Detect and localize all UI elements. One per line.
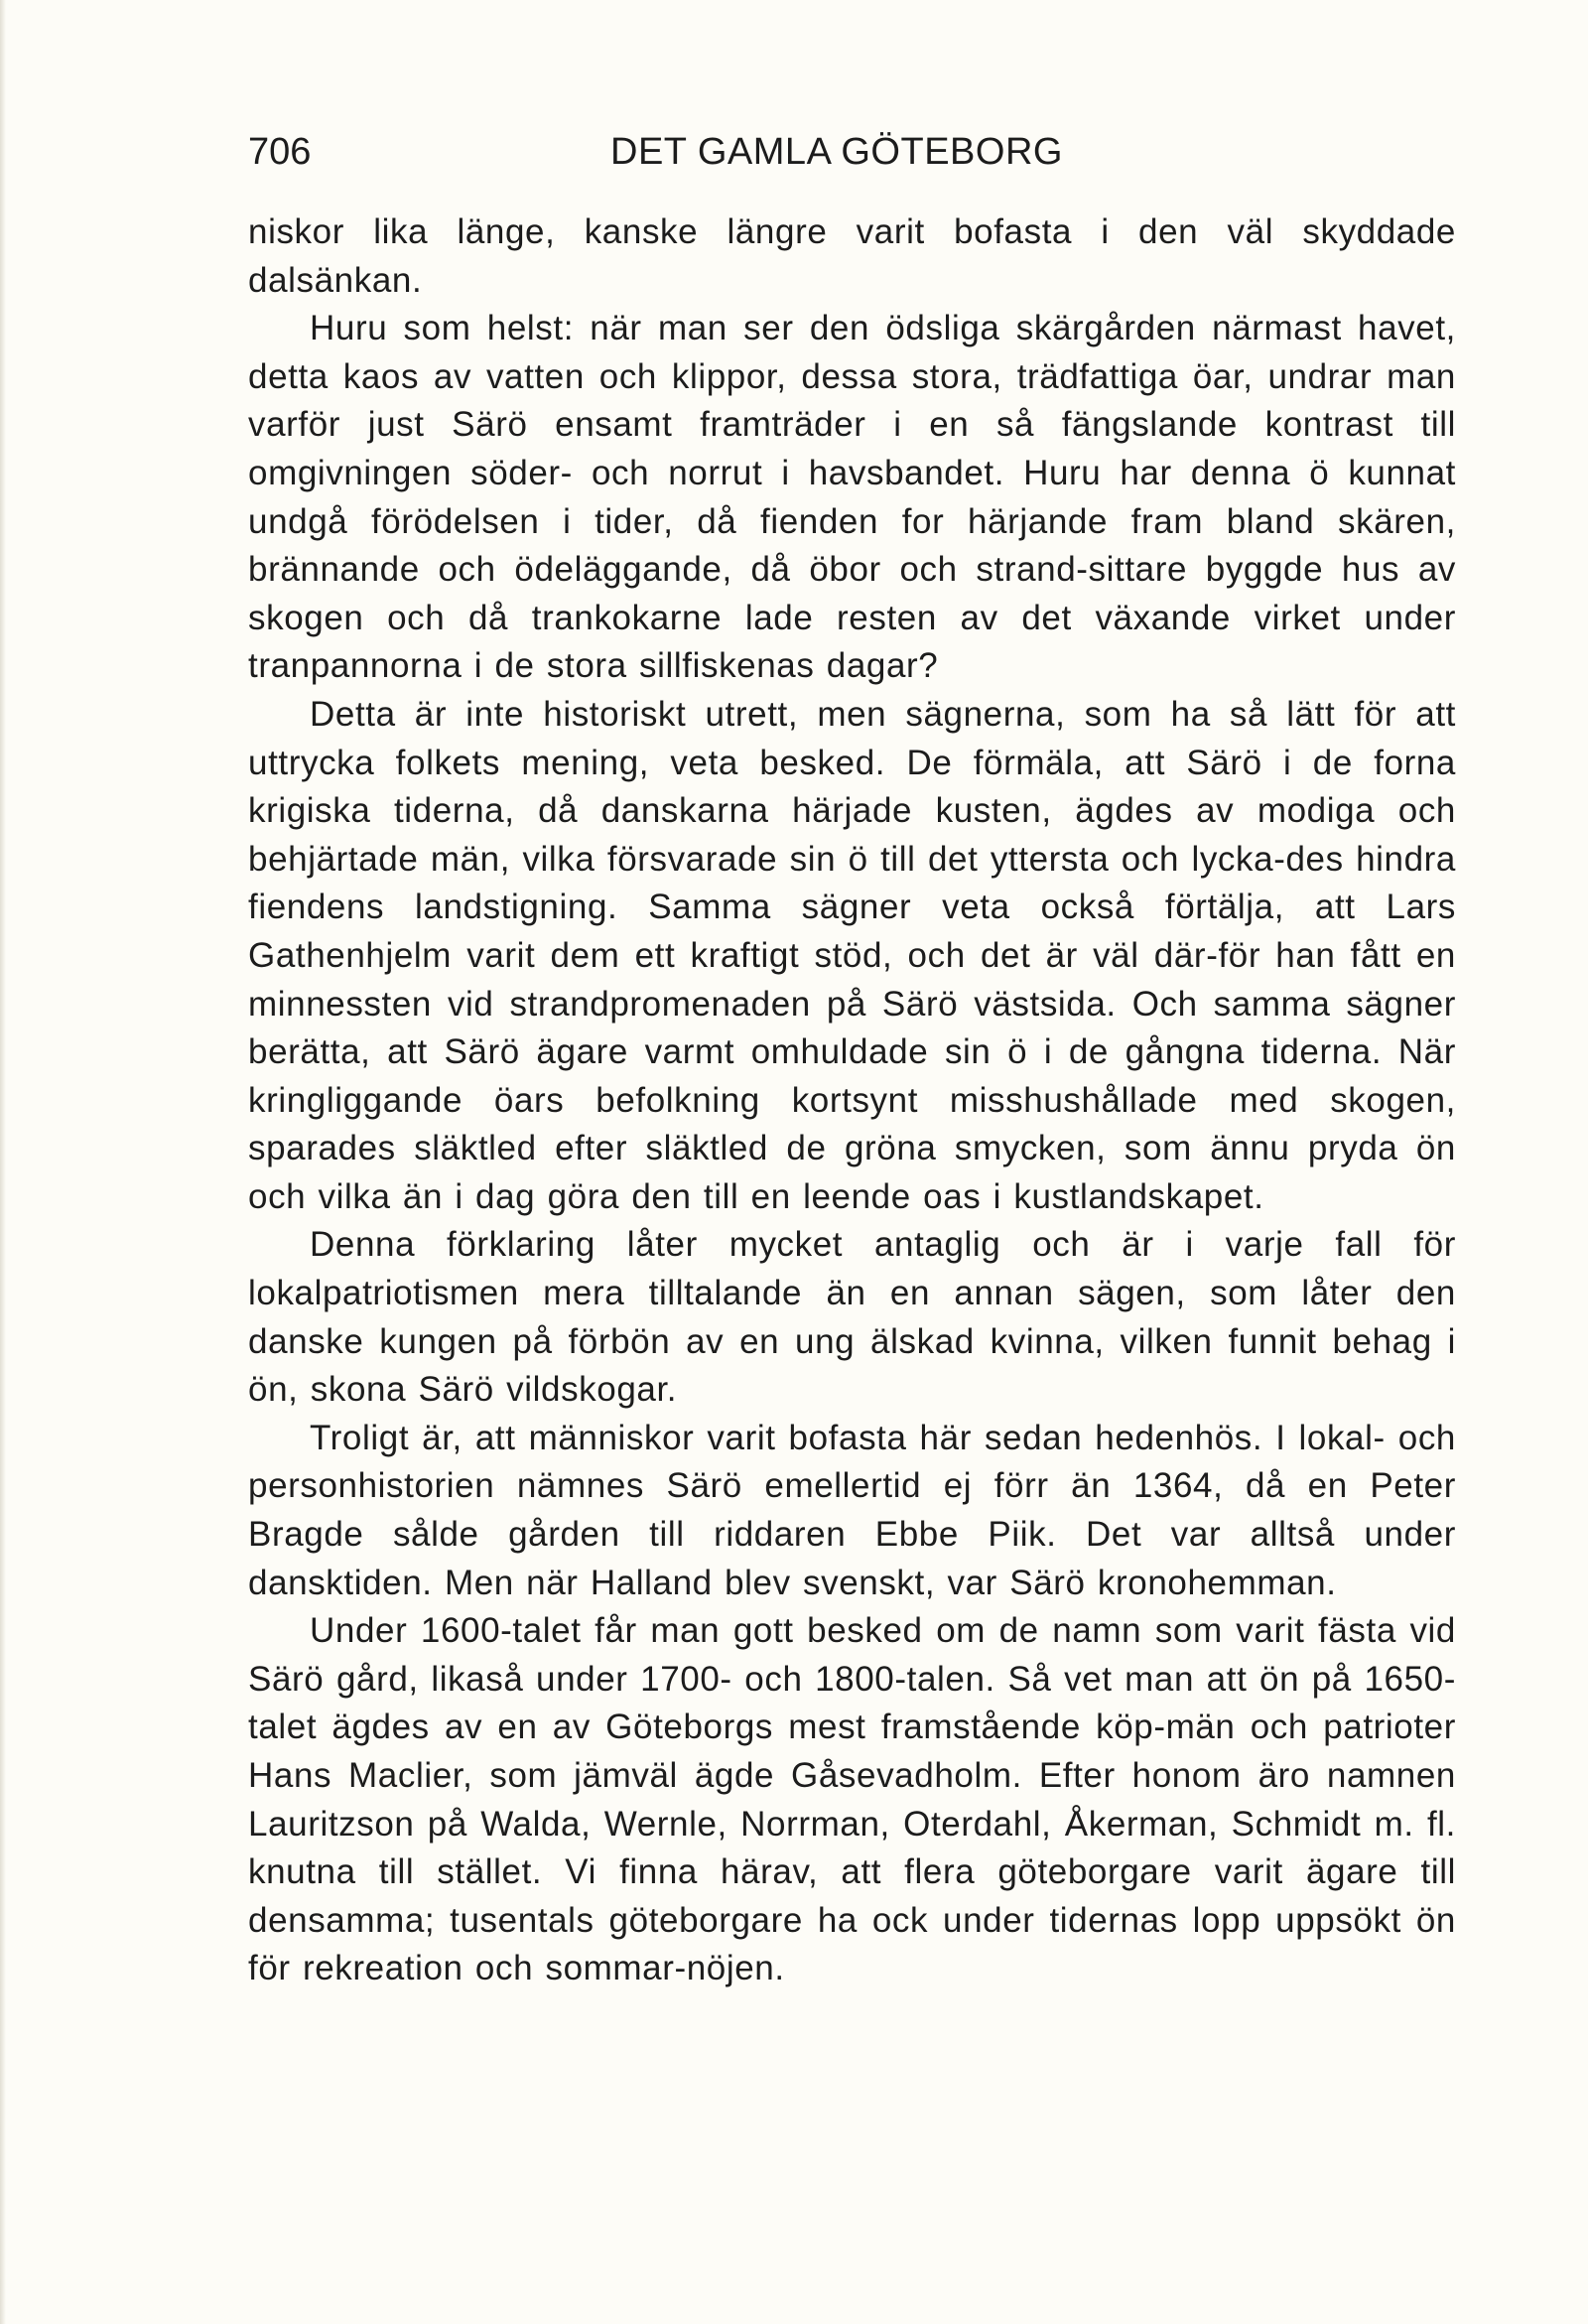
- running-title: DET GAMLA GÖTEBORG: [610, 131, 1063, 173]
- running-header: [248, 127, 1459, 177]
- page-edge: [0, 0, 6, 2324]
- paragraph-skargarden: Huru som helst: när man ser den ödsliga skärgården närmast havet, detta kaos av vatten och klippor, dessa stora, trädfattiga öar, undrar man varför just Särö ensamt framträder i en så fängslande kontrast till omgivningen söder- och norrut i havsbandet. Huru har denna ö kunnat undgå förödelsen i tider, då fienden for härjande fram bland skären, brännande och ödeläggande, då öbor och strand-sittare byggde hus av skogen och då trankokarne lade resten av det växande virket under tranpannorna i de stora sillfiskenas dagar?: [248, 309, 1456, 686]
- paragraph-historia: Troligt är, att människor varit bofasta här sedan hedenhös. I lokal- och personhistorien nämnes Särö emellertid ej förr än 1364, då en Peter Bragde sålde gården till riddaren Ebbe Piik. Det var alltså under dansktiden. Men när Halland blev svenskt, var Särö kronohemman.: [248, 1418, 1456, 1602]
- page-number: 706: [248, 131, 312, 173]
- paragraph-forklaring: Denna förklaring låter mycket antaglig och är i varje fall för lokalpatriotismen mera tilltalande än en annan sägen, som låter den danske kungen på förbön av en ung älskad kvinna, vilken funnit behag i ön, skona Särö vildskogar.: [248, 1225, 1456, 1410]
- body-text: [248, 208, 1456, 1993]
- paragraph-continuation: niskor lika länge, kanske längre varit bofasta i den väl skyddade dalsänkan.: [248, 212, 1456, 300]
- paragraph-agare: Under 1600-talet får man gott besked om de namn som varit fästa vid Särö gård, likaså under 1700- och 1800-talen. Så vet man att ön på 1650-talet ägdes av en av Göteborgs mest framstående köp-män och patrioter Hans Maclier, som jämväl ägde Gåsevadholm. Efter honom äro namnen Lauritzson på Walda, Wernle, Norrman, Oterdahl, Åkerman, Schmidt m. fl. knutna till stället. Vi finna härav, att flera göteborgare varit ägare till densamma; tusentals göteborgare ha ock under tidernas lopp uppsökt ön för rekreation och sommar-nöjen.: [248, 1611, 1456, 1988]
- paragraph-sagner: Detta är inte historiskt utrett, men sägnerna, som ha så lätt för att uttrycka folkets mening, veta besked. De förmäla, att Särö i de forna krigiska tiderna, då danskarna härjade kusten, ägdes av modiga och behjärtade män, vilka försvarade sin ö till det yttersta och lycka-des hindra fiendens landstigning. Samma sägner veta också förtälja, att Lars Gathenhjelm varit dem ett kraftigt stöd, och det är väl där-för han fått en minnessten vid strandpromenaden på Särö västsida. Och samma sägner berätta, att Särö ägare varmt omhuldade sin ö i de gångna tiderna. När kringliggande öars befolkning kortsynt misshushållade med skogen, sparades släktled efter släktled de gröna smycken, som ännu pryda ön och vilka än i dag göra den till en leende oas i kustlandskapet.: [248, 694, 1456, 1216]
